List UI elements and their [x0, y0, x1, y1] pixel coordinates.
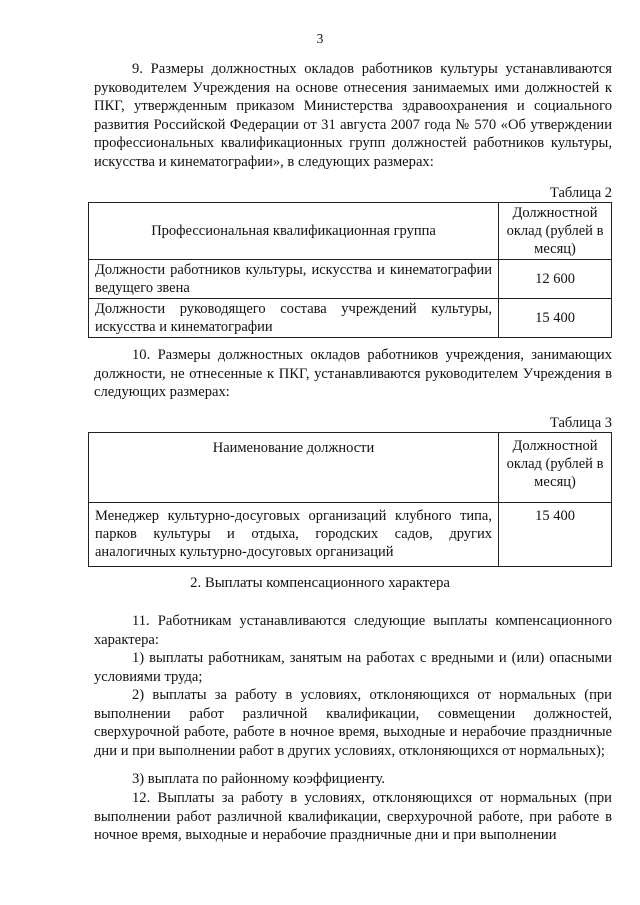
table-3	[88, 432, 612, 567]
table-2-header-salary: Должностной оклад (рублей в месяц)	[499, 203, 612, 260]
table-row	[89, 503, 612, 567]
table-row	[89, 260, 612, 299]
table-3-caption: Таблица 3	[549, 415, 612, 431]
table-2-header-group: Профессиональная квалификационная группа	[89, 203, 499, 260]
table-2-header-row	[89, 203, 612, 260]
table-row	[89, 299, 612, 338]
table-2	[88, 202, 612, 338]
table-2-row-1-group: Должности работников культуры, искусства и кинематографии ведущего звена	[89, 260, 499, 299]
table-3-header-position: Наименование должности	[89, 433, 499, 503]
paragraph-11-item-3: 3) выплата по районному коэффициенту.	[132, 771, 386, 787]
page-number: 3	[316, 31, 324, 46]
paragraph-9: 9. Размеры должностных окладов работников культуры устанавливаются руководителем Учреждения на основе отнесения занимаемых ими должностей к ПКГ, утвержденным приказом Министерства здравоохранения и социального развития Российской Федерации от 31 августа 2007 года № 570 «Об утверждении профессиональных квалификационных групп должностей работников культуры, искусства и кинематографии», в следующих размерах:	[94, 61, 612, 170]
table-2-caption: Таблица 2	[549, 185, 612, 201]
paragraph-10: 10. Размеры должностных окладов работников учреждения, занимающих должности, не отнесенные к ПКГ, устанавливаются руководителем Учреждения в следующих размерах:	[94, 347, 612, 401]
table-3-row-1-salary: 15 400	[499, 503, 612, 567]
paragraph-11-item-1: 1) выплаты работникам, занятым на работах с вредными и (или) опасными условиями труда;	[94, 650, 612, 685]
section-heading: 2. Выплаты компенсационного характера	[190, 575, 450, 591]
paragraph-12: 12. Выплаты за работу в условиях, отклоняющихся от нормальных (при выполнении работ различной квалификации, сверхурочной работе, при работе в ночное время, выходные и нерабочие праздничные дни и при выполнении	[94, 790, 612, 844]
table-3-row-1-position: Менеджер культурно-досуговых организаций клубного типа, парков культуры и отдыха, городских садов, других аналогичных культурно-досуговых организаций	[89, 503, 499, 567]
table-3-header-row	[89, 433, 612, 503]
paragraph-11: 11. Работникам устанавливаются следующие выплаты компенсационного характера:	[94, 613, 612, 648]
table-2-row-2-salary: 15 400	[499, 299, 612, 338]
table-2-row-1-salary: 12 600	[499, 260, 612, 299]
paragraph-11-item-2: 2) выплаты за работу в условиях, отклоняющихся от нормальных (при выполнении работ различной квалификации, совмещении должностей, сверхурочной работе, работе в ночное время, выходные и нерабочие праздничные дни и при выполнении работ в других условиях, отклоняющихся от нормальных);	[94, 687, 612, 759]
table-2-row-2-group: Должности руководящего состава учреждений культуры, искусства и кинематографии	[89, 299, 499, 338]
table-3-header-salary: Должностной оклад (рублей в месяц)	[499, 433, 612, 503]
